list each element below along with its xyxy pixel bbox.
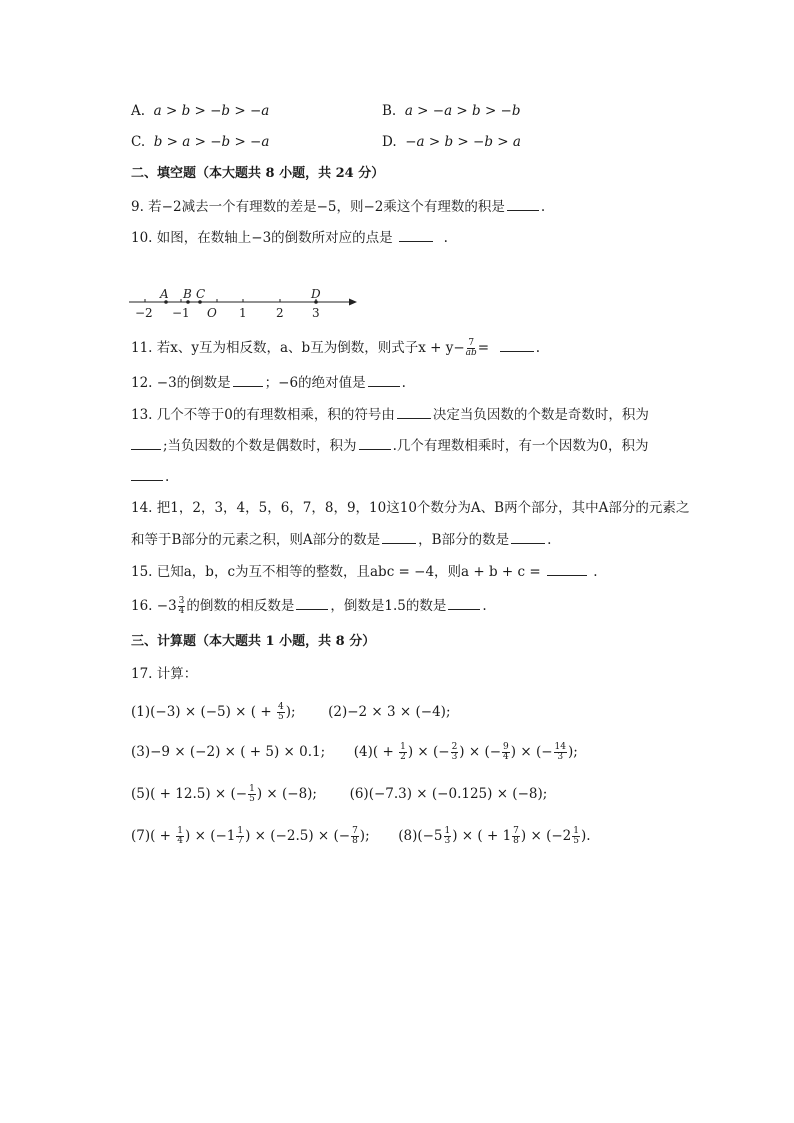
answer-blank	[359, 435, 391, 450]
answer-blank	[296, 595, 328, 610]
option-c: C. b > a > −b > −a	[131, 134, 270, 150]
answer-blank	[397, 404, 431, 419]
question-17-title: 17. 计算：	[131, 666, 198, 682]
fraction: $\frac{3}{4}$	[178, 596, 185, 616]
section-title-calculation: 三、计算题（本大题共 1 小题，共 8 分）	[131, 634, 376, 649]
section-title-fill-in: 二、填空题（本大题共 8 小题，共 24 分）	[131, 166, 385, 181]
calc-row-3	[131, 784, 547, 804]
calc-row-2	[131, 742, 578, 762]
answer-blank	[547, 561, 587, 576]
point-label: D	[311, 287, 321, 301]
answer-blank	[131, 435, 161, 450]
calc-4: (4)( + $\frac{1}{2}$ ) × (− $\frac{2}{3}$ ) × (− $\frac{9}{4}$ ) × (− $\frac{14}{3}$ );	[353, 742, 578, 762]
question-16: 16. −3 $\frac{3}{4}$ 的倒数的相反数是 ，倒数是1.5的数是 .	[131, 596, 487, 616]
point-label: C	[196, 287, 206, 301]
calc-6: (6)(−7.3) × (−0.125) × (−8);	[349, 786, 548, 802]
calc-7: (7)( + $\frac{1}{4}$ ) × (−1 $\frac{1}{7}$ ) × (−2.5) × (− $\frac{7}{8}$ );	[131, 826, 370, 846]
question-13-line-3: .	[131, 466, 169, 487]
number-line	[125, 282, 365, 322]
calc-8: (8)(−5 $\frac{1}{3}$ ) × ( + 1 $\frac{7}{8}$ ) × (−2 $\frac{1}{5}$ ).	[398, 826, 591, 846]
tick-label: O	[207, 306, 217, 320]
question-9: 9. 若−2减去一个有理数的差是−5，则−2乘这个有理数的积是 .	[131, 196, 545, 217]
calc-row-1	[131, 702, 451, 722]
answer-blank	[399, 227, 433, 242]
option-a: A. a > b > −b > −a	[131, 103, 270, 119]
answer-blank	[448, 595, 480, 610]
answer-blank	[511, 529, 545, 544]
calc-3: (3)−9 × (−2) × ( + 5) × 0.1;	[131, 744, 326, 760]
tick-label: 1	[239, 306, 247, 320]
tick-label: 3	[312, 306, 320, 320]
calc-5: (5)( + 12.5) × (− $\frac{1}{5}$ ) × (−8);	[131, 784, 317, 804]
fraction: $\frac{7}{ab}$	[465, 338, 477, 358]
tick-label: −2	[135, 306, 153, 320]
point-label: B	[183, 287, 192, 301]
option-d: D. −a > b > −b > a	[382, 134, 521, 150]
answer-blank	[500, 337, 534, 352]
option-b: B. a > −a > b > −b	[382, 103, 521, 119]
question-15: 15. 已知a，b，c为互不相等的整数，且abc = −4，则a + b + c = .	[131, 561, 598, 582]
question-14-line-1: 14. 把1，2，3，4，5，6，7，8，9，10这10个数分为A、B两个部分，其中A部分的元素之	[131, 500, 690, 516]
tick-label: −1	[172, 306, 190, 320]
answer-blank	[131, 466, 163, 481]
calc-row-4	[131, 826, 591, 846]
question-13-line-1: 13. 几个不等于0的有理数相乘，积的符号由 决定当负因数的个数是奇数时，积为	[131, 404, 649, 425]
question-14-line-2: 和等于B部分的元素之积，则A部分的数是 ，B部分的数是 .	[131, 529, 551, 550]
calc-2: (2)−2 × 3 × (−4);	[328, 704, 451, 720]
question-11: 11. 若x、y互为相反数，a、b互为倒数，则式子x + y− $\frac{7}{ab}$ = .	[131, 338, 540, 358]
question-12: 12. −3的倒数是 ；−6的绝对值是 .	[131, 372, 406, 393]
question-13-line-2: ;当负因数的个数是偶数时，积为 .几个有理数相乘时，有一个因数为0，积为	[131, 435, 648, 456]
point-label: A	[160, 287, 169, 301]
answer-blank	[507, 196, 539, 211]
answer-blank	[233, 372, 263, 387]
question-10: 10. 如图，在数轴上−3的倒数所对应的点是 .	[131, 227, 448, 248]
answer-blank	[368, 372, 400, 387]
answer-blank	[382, 529, 416, 544]
tick-label: 2	[276, 306, 284, 320]
calc-1: (1)(−3) × (−5) × ( + $\frac{4}{5}$ );	[131, 702, 296, 722]
